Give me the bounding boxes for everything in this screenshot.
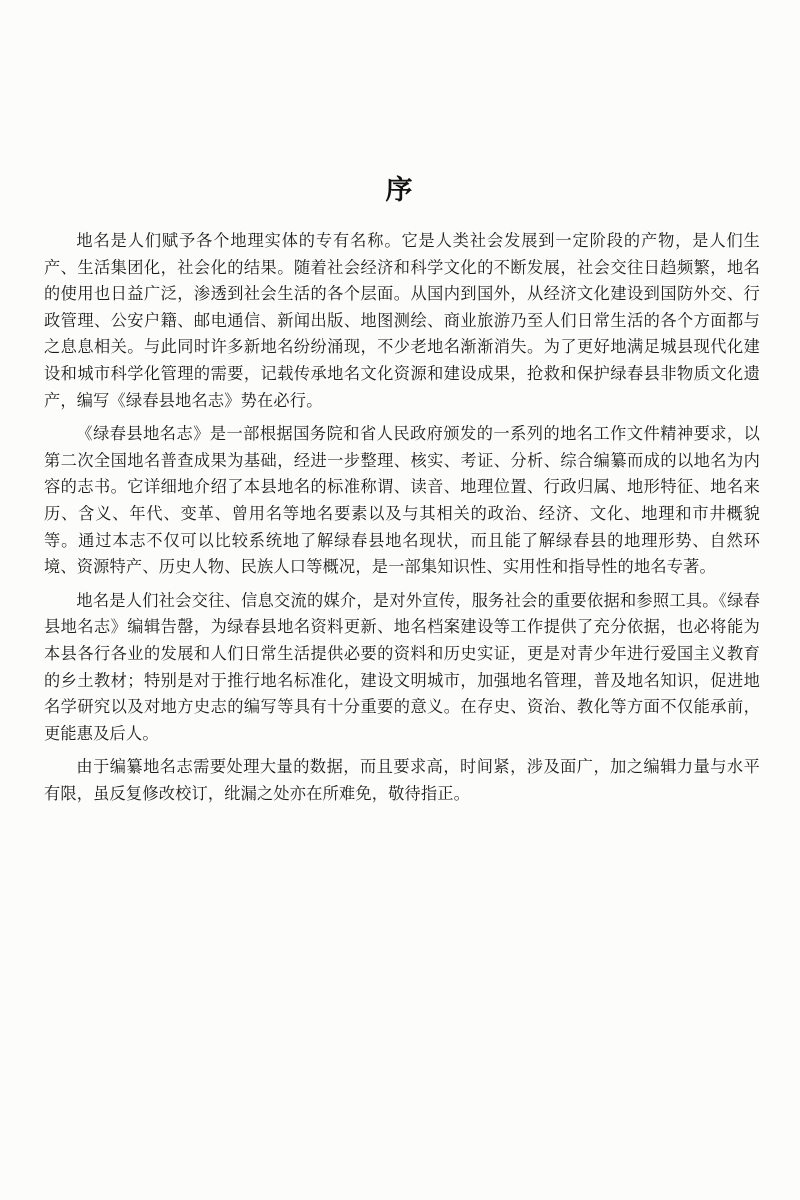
paragraph: 由于编纂地名志需要处理大量的数据，而且要求高，时间紧，涉及面广，加之编辑力量与水平有限，虽反复修改校订，纰漏之处亦在所难免，敬待指正。: [44, 757, 760, 803]
paragraph: 地名是人们社会交往、信息交流的媒介，是对外宣传，服务社会的重要依据和参照工具。《绿春县地名志》编辑告罄，为绿春县地名资料更新、地名档案建设等工作提供了充分依据，也必将能为本县各行各业的发展和人们日常生活提供必要的资料和历史实证，更是对青少年进行爱国主义教育的乡土教材；特别是对于推行地名标准化，建设文明城市，加强地名管理，普及地名知识，促进地名学研究以及对地方史志的编写等具有十分重要的意义。在存史、资治、教化等方面不仅能承前，更能惠及后人。: [44, 590, 760, 743]
preface-body: [44, 228, 760, 814]
paragraph: 《绿春县地名志》是一部根据国务院和省人民政府颁发的一系列的地名工作文件精神要求，以第二次全国地名普查成果为基础，经进一步整理、核实、考证、分析、综合编纂而成的以地名为内容的志书。它详细地介绍了本县地名的标准称谓、读音、地理位置、行政归属、地形特征、地名来历、含义、年代、变革、曾用名等地名要素以及与其相关的政治、经济、文化、地理和市井概貌等。通过本志不仅可以比较系统地了解绿春县地名现状，而且能了解绿春县的地理形势、自然环境、资源特产、历史人物、民族人口等概况，是一部集知识性、实用性和指导性的地名专著。: [44, 424, 760, 577]
paragraph: 地名是人们赋予各个地理实体的专有名称。它是人类社会发展到一定阶段的产物，是人们生产、生活集团化，社会化的结果。随着社会经济和科学文化的不断发展，社会交往日趋频繁，地名的使用也日益广泛，渗透到社会生活的各个层面。从国内到国外，从经济文化建设到国防外交、行政管理、公安户籍、邮电通信、新闻出版、地图测绘、商业旅游乃至人们日常生活的各个方面都与之息息相关。与此同时许多新地名纷纷涌现，不少老地名渐渐消失。为了更好地满足城县现代化建设和城市科学化管理的需要，记载传承地名文化资源和建设成果，抢救和保护绿春县非物质文化遗产，编写《绿春县地名志》势在必行。: [44, 231, 760, 410]
page-title: 序: [385, 175, 415, 206]
